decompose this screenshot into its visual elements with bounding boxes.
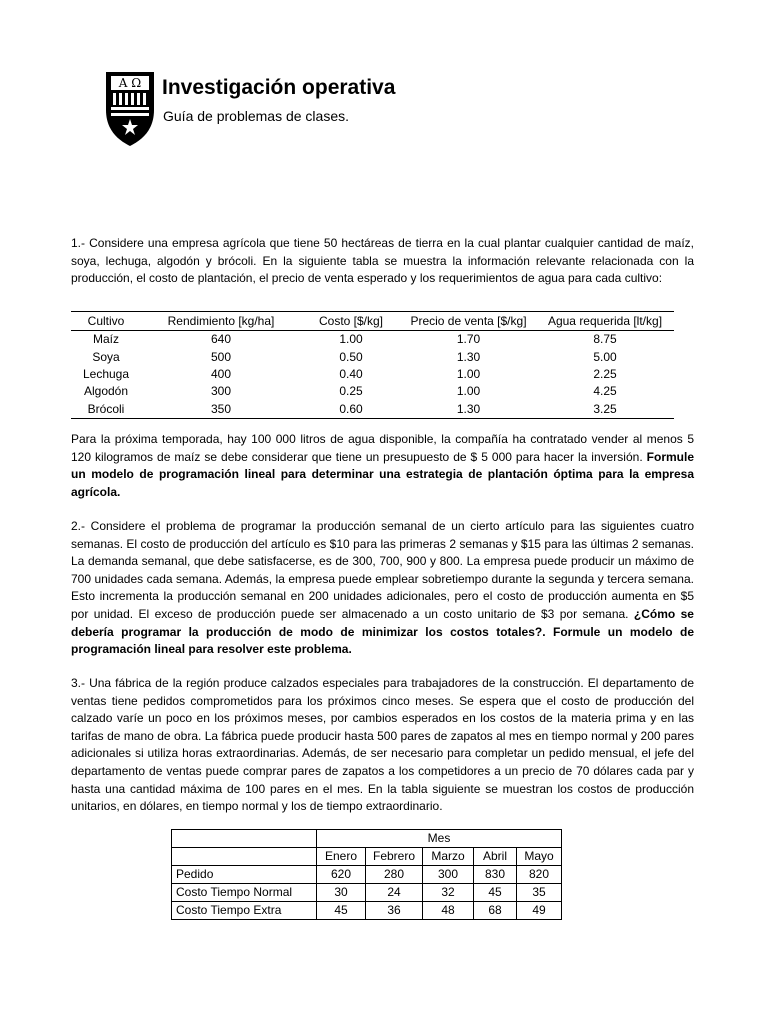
problem1-conditions-block (71, 431, 694, 501)
document-title: Investigación operativa (162, 76, 396, 99)
problem1-intro: 1.- Considere una empresa agrícola que tiene 50 hectáreas de tierra en la cual plantar cualquier cantidad de maíz, soya, lechuga, algodón y brócoli. En la siguiente tabla se muestra la información relevante relacionada con la producción, el costo de plantación, el precio de venta esperado y los requerimientos de agua para cada cultivo: (71, 236, 694, 286)
table-cell: 620 (317, 866, 366, 884)
table-cell: 280 (366, 866, 423, 884)
table-cell: 1.00 (339, 332, 363, 347)
problem1-conditions (71, 431, 694, 501)
table-cell: 0.40 (339, 366, 363, 381)
table-cell: 0.50 (339, 349, 363, 364)
table-cell: Soya (92, 349, 120, 364)
table-cell: Algodón (83, 384, 129, 399)
table-cell: 640 (210, 332, 232, 347)
table-cell: 300 (210, 384, 232, 399)
crops-table (71, 311, 674, 419)
column-header: Rendimiento [kg/ha] (141, 312, 301, 331)
table-cell: 350 (141, 401, 301, 419)
table-cell: 35 (517, 884, 562, 902)
table-cell: 1.70 (456, 332, 481, 347)
column-header: Febrero (366, 848, 423, 866)
table-cell: 3.25 (536, 401, 674, 419)
table-row (71, 401, 674, 419)
table-cell: 4.25 (593, 384, 617, 399)
table-cell-empty (172, 848, 317, 866)
table-cell: 500 (210, 349, 232, 364)
problem2-question: ¿Cómo se debería programar la producción de modo de minimizar los costos totales?. Formule un modelo de programación lineal para resolver este problema. (71, 606, 694, 657)
table-row (71, 348, 674, 365)
table-cell: Brócoli (71, 401, 141, 419)
table-row (71, 383, 674, 400)
row-label: Costo Tiempo Extra (172, 902, 317, 920)
table-cell: 68 (474, 902, 517, 920)
table-cell: 830 (474, 866, 517, 884)
table-cell: 1.30 (456, 349, 481, 364)
table-cell: 32 (423, 884, 474, 902)
problem1-after-text: Para la próxima temporada, hay 100 000 litros de agua disponible, la compañía ha contratado vender al menos 5 120 kilogramos de maíz se debe considerar que tiene un presupuesto de $ 5 000 para hacer la inversión. (71, 432, 694, 464)
document-header (104, 70, 704, 150)
document-subtitle: Guía de problemas de clases. (163, 108, 349, 124)
table-cell: 30 (317, 884, 366, 902)
table-cell: 1.30 (401, 401, 536, 419)
monthly-costs-table (171, 829, 562, 920)
table-cell: 820 (517, 866, 562, 884)
table-cell: 400 (210, 366, 232, 381)
table-row (71, 366, 674, 383)
problem2-statement (71, 518, 694, 659)
table-cell: 45 (317, 902, 366, 920)
table-cell: 2.25 (593, 366, 617, 381)
problem3-statement: 3.- Una fábrica de la región produce calzados especiales para trabajadores de la construcción. El departamento de ventas tiene pedidos comprometidos para los próximos cinco meses. Se espera que el costo de producción del calzado varíe un poco en los próximos meses, por cambios esperados en los costos de la materia prima y en las tarifas de mano de obra. La fábrica puede producir hasta 500 pares de zapatos al mes en tiempo normal y 200 pares adicionales si utiliza horas extraordinarias. Además, de ser necesario para completar un pedido mensual, el jefe del departamento de ventas puede comprar pares de zapatos a los competidores a un precio de 70 dólares cada par y hasta una cantidad máxima de 100 pares en el mes. En la tabla siguiente se muestran los costos de producción unitarios, en dólares, en tiempo normal y los de tiempo extraordinario. (71, 676, 694, 814)
table-cell: 300 (423, 866, 474, 884)
university-crest-icon (104, 70, 156, 148)
crops-table-header-row (71, 312, 674, 331)
table-cell: 0.25 (339, 384, 363, 399)
table-cell: 8.75 (593, 332, 617, 347)
table-cell: 36 (366, 902, 423, 920)
problem1-intro-block (71, 235, 694, 288)
column-header: Precio de venta [$/kg] (401, 312, 536, 331)
table-row (172, 866, 562, 884)
column-header: Cultivo (71, 312, 141, 331)
problem2-text: 2.- Considere el problema de programar la producción semanal de un cierto artículo para las siguientes cuatro semanas. El costo de producción del artículo es $10 para las primeras 2 semanas y $15 para las últimas 2 semanas. La demanda semanal, que debe satisfacerse, es de 300, 700, 900 y 800. La empresa puede producir un máximo de 700 unidades cada semana. Además, la empresa puede emplear sobretiempo durante la segunda y tercera semana. Esto incrementa la producción semanal en 200 unidades adicionales, pero el costo de producción aumenta en $5 por unidad. El exceso de producción puede ser almacenado a un costo unitario de $3 por semana. (71, 519, 694, 621)
table-row (172, 884, 562, 902)
table-row (172, 848, 562, 866)
table-cell: 45 (474, 884, 517, 902)
crest-letters: A Ω (118, 76, 142, 90)
column-header: Costo [$/kg] (301, 312, 401, 331)
months-group-header: Mes (317, 830, 562, 848)
problem2-block (71, 518, 694, 659)
table-cell-empty (172, 830, 317, 848)
table-row (172, 902, 562, 920)
table-cell: 1.00 (456, 366, 481, 381)
row-label: Pedido (172, 866, 317, 884)
row-label: Costo Tiempo Normal (172, 884, 317, 902)
table-cell: Maíz (92, 332, 119, 347)
table-cell: 5.00 (593, 349, 617, 364)
table-cell: 49 (517, 902, 562, 920)
column-header: Abril (474, 848, 517, 866)
table-cell: Lechuga (82, 366, 130, 381)
problem1-question: Formule un modelo de programación lineal para determinar una estrategia de plantación óptima para la empresa agrícola. (71, 449, 694, 499)
column-header: Marzo (423, 848, 474, 866)
column-header: Enero (317, 848, 366, 866)
table-row (172, 830, 562, 848)
column-header: Mayo (517, 848, 562, 866)
table-cell: 1.00 (456, 384, 481, 399)
table-row (71, 331, 674, 349)
column-header: Agua requerida [lt/kg] (536, 312, 674, 331)
table-cell: 24 (366, 884, 423, 902)
table-cell: 48 (423, 902, 474, 920)
table-cell: 0.60 (301, 401, 401, 419)
problem3-block (71, 675, 694, 816)
